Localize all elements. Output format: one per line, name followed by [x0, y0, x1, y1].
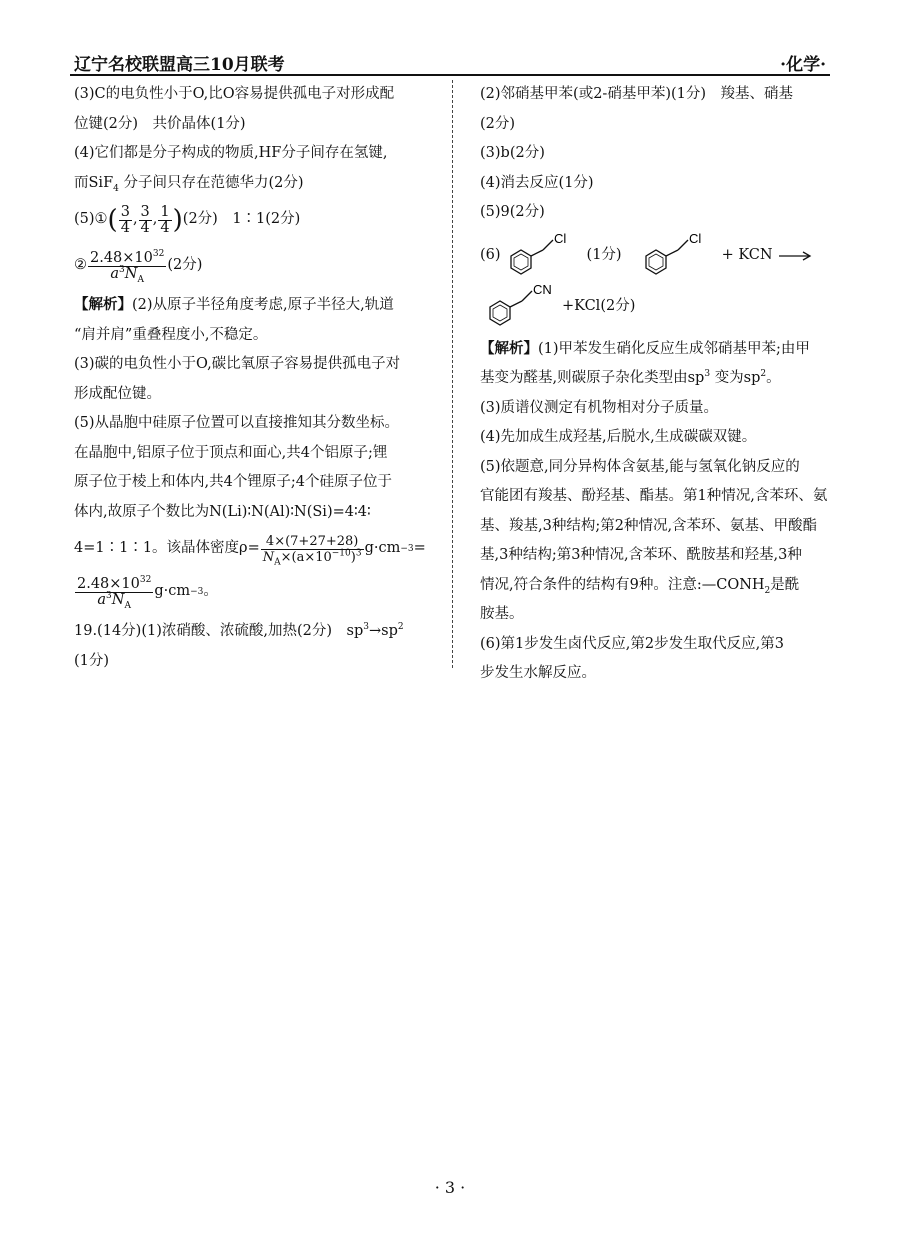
- explanation-q2-line1: 【解析】(2)从原子半径角度考虑,原子半径大,轨道: [74, 296, 394, 313]
- explanation-r3: (3)质谱仪测定有机物相对分子质量。: [480, 399, 719, 416]
- explanation-r5-line4: 基,3种结构;第3种情况,含苯环、酰胺基和羟基,3种: [480, 547, 802, 563]
- answer-q19-line1: 19.(14分)(1)浓硝酸、浓硫酸,加热(2分) $sp^3\to sp^2$: [74, 622, 404, 639]
- explanation-r6-line2: 步发生水解反应。: [480, 665, 596, 681]
- explanation-r5-line6: 胺基。: [480, 606, 524, 622]
- benzyl-cyanide-structure: [480, 283, 562, 331]
- cn-label: CN: [533, 282, 552, 297]
- explanation-q5-line4: 体内,故原子个数比为N(Li)∶N(Al)∶N(Si)=4∶4∶: [74, 503, 371, 520]
- explanation-r4: (4)先加成生成羟基,后脱水,生成碳碳双键。: [480, 429, 757, 445]
- answer-q3-line1: (3)C的电负性小于O,比O容易提供孤电子对形成配: [74, 86, 395, 102]
- answer-q5-coordinates: (5)① ( $\frac{3}{4}$ , $\frac{3}{4}$ , $\frac{1}{4}$ ) (2分) 1∶1(2分): [74, 203, 301, 236]
- explanation-label: 【解析】: [74, 296, 132, 313]
- explanation-q5-line3: 原子位于棱上和体内,共4个锂原子;4个硅原子位于: [74, 474, 392, 490]
- explanation-r5-line2: 官能团有羧基、酚羟基、酯基。第1种情况,含苯环、氨: [480, 488, 828, 504]
- answer-q4-line1: (4)它们都是分子构成的物质,HF分子间存在氢键,: [74, 145, 388, 161]
- left-column: [74, 80, 444, 676]
- explanation-r6-line1: (6)第1步发生卤代反应,第2步发生取代反应,第3: [480, 635, 784, 652]
- explanation-q2-line2: “肩并肩”重叠程度小,不稳定。: [74, 326, 268, 343]
- explanation-q5-density-result: $\frac{2.48\times 10^{32}}{a^3N_A}$ g·cm −3 。: [77, 574, 218, 611]
- benzyl-chloride-reactant: [636, 232, 718, 280]
- density-fraction: $\frac{2.48\times 10^{32}}{a^3N_A}$: [90, 248, 165, 285]
- coord-fraction-2: $\frac{3}{4}$: [140, 203, 150, 236]
- subject-label: ·化学·: [780, 55, 826, 75]
- density-result-fraction: $\frac{2.48\times 10^{32}}{a^3N_A}$: [77, 574, 152, 611]
- answer-r3: (3)b(2分): [480, 145, 545, 161]
- exam-title: 辽宁名校联盟高三10月联考: [74, 55, 285, 75]
- page-header: [70, 50, 830, 76]
- answer-r2-line2: (2分): [480, 115, 516, 132]
- coord-fraction-3: $\frac{1}{4}$: [160, 203, 170, 236]
- explanation-r5-line5: 情况,符合条件的结构有9种。注意$:—CONH_2$是酰: [480, 576, 800, 596]
- answer-r5: (5)9(2分): [480, 204, 545, 220]
- explanation-q5-line2: 在晶胞中,铝原子位于顶点和面心,共4个铝原子;锂: [74, 444, 388, 461]
- answer-r6-line1: (6) Cl (1分) Cl + KCN: [480, 230, 832, 282]
- answer-q4-line2: 而SiF$_4$ 分子间只存在范德华力(2分): [74, 174, 304, 194]
- answer-q5-density: ② $\frac{2.48\times 10^{32}}{a^3N_A}$ (2分): [74, 248, 203, 285]
- explanation-q3-line1: (3)碳的电负性小于O,碳比氧原子容易提供孤电子对: [74, 356, 401, 372]
- explanation-q5-line1: (5)从晶胞中硅原子位置可以直接推知其分数坐标。: [74, 415, 400, 431]
- explanation-r5-line1: (5)依题意,同分异构体含氨基,能与氢氧化钠反应的: [480, 458, 800, 475]
- cl-label: Cl: [553, 231, 566, 246]
- answer-q19-line2: (1分): [74, 652, 110, 669]
- page-number: · 3 ·: [434, 1178, 466, 1197]
- explanation-label: 【解析】: [480, 339, 538, 357]
- cl-label: Cl: [688, 231, 701, 246]
- column-divider: [452, 80, 453, 668]
- answer-r6-line2: CN +KCl(2分): [480, 282, 832, 332]
- rho-fraction: $\frac{4\times(7+27+28)}{N_A\times(a\times 10^{-10})^3}$: [262, 533, 362, 568]
- reaction-arrow-icon: [779, 251, 813, 261]
- explanation-r5-line3: 基、羧基,3种结构;第2种情况,含苯环、氨基、甲酸酯: [480, 517, 818, 534]
- right-column: [480, 80, 832, 689]
- explanation-r1-line2: 基变为醛基,则碳原子杂化类型由$sp^3$ 变为$sp^2$。: [480, 369, 781, 386]
- explanation-r1-line1: 【解析】(1)甲苯发生硝化反应生成邻硝基甲苯;由甲: [480, 339, 810, 357]
- coord-fraction-1: $\frac{3}{4}$: [120, 203, 130, 236]
- benzyl-chloride-structure: [501, 232, 583, 280]
- explanation-q3-line2: 形成配位键。: [74, 385, 161, 402]
- explanation-q5-density-formula: 4=1∶1∶1。该晶体密度ρ= $\frac{4\times(7+27+28)}{N_A\times(a\times 10^{-10})^3}$ g·cm −3 =: [74, 533, 426, 568]
- answer-r2-line1: (2)邻硝基甲苯(或2-硝基甲苯)(1分) 羧基、硝基: [480, 86, 794, 102]
- answer-q3-line2: 位键(2分) 共价晶体(1分): [74, 115, 246, 132]
- answer-r4: (4)消去反应(1分): [480, 174, 594, 191]
